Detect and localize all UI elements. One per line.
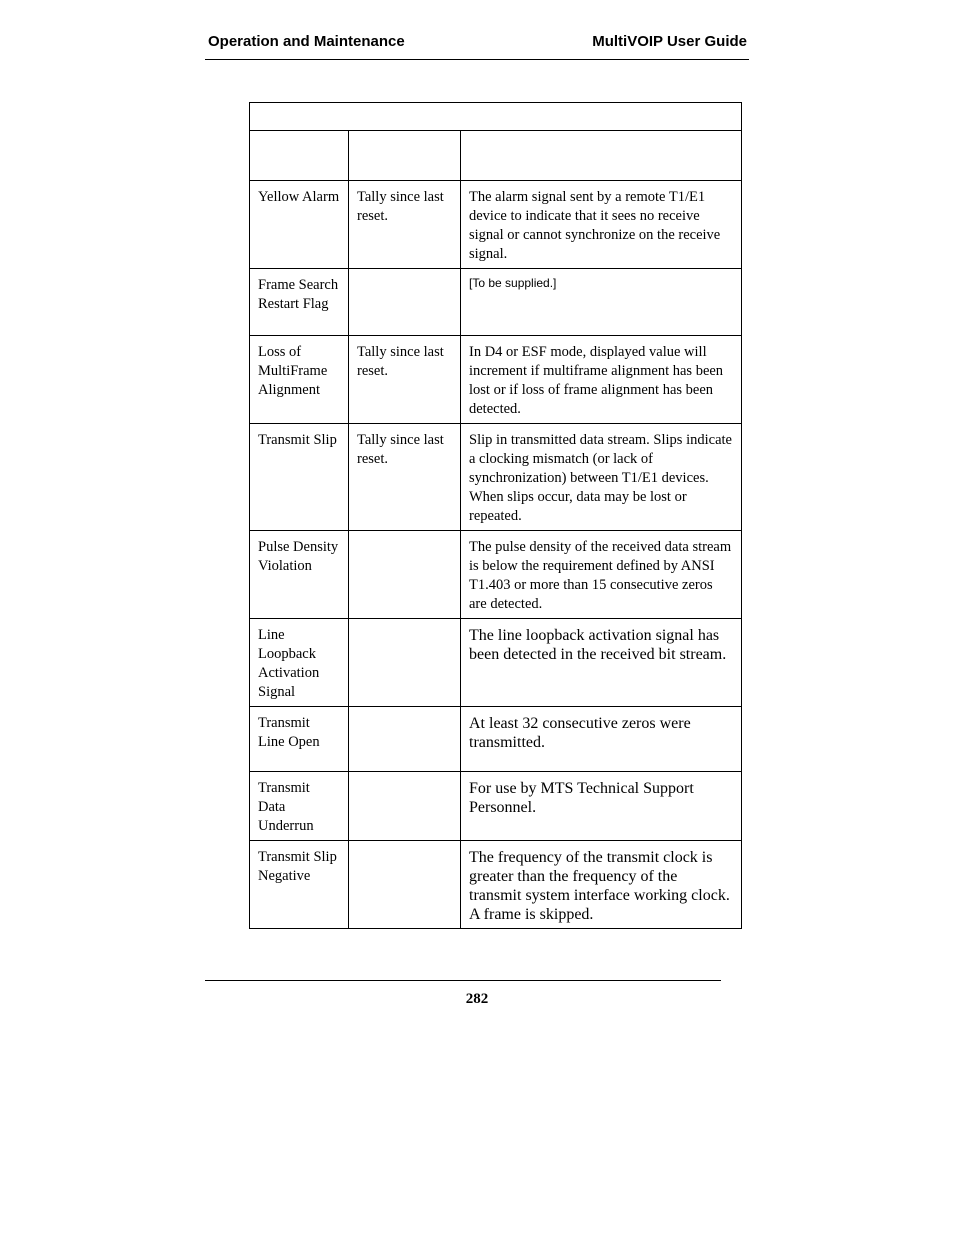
table-row (250, 336, 742, 424)
row-description: The alarm signal sent by a remote T1/E1 device to indicate that it sees no receive signal or cannot synchronize on the receive signal. (461, 181, 742, 269)
row-name: Frame Search Restart Flag (250, 269, 349, 336)
row-name: Yellow Alarm (250, 181, 349, 269)
row-name: Loss of MultiFrame Alignment (250, 336, 349, 424)
column-header-unit (349, 131, 461, 181)
row-unit: Tally since last reset. (349, 181, 461, 269)
table-row (250, 707, 742, 772)
row-unit: Tally since last reset. (349, 424, 461, 531)
row-name: Transmit Line Open (250, 707, 349, 772)
row-description: The frequency of the transmit clock is greater than the frequency of the transmit system interface working clock. A frame is skipped. (461, 841, 742, 929)
header-rule (205, 59, 749, 60)
row-name: Line Loopback Activation Signal (250, 619, 349, 707)
row-unit (349, 269, 461, 336)
row-unit (349, 772, 461, 841)
column-header-description (461, 131, 742, 181)
table-row (250, 269, 742, 336)
row-name: Transmit Data Underrun (250, 772, 349, 841)
table-row (250, 531, 742, 619)
row-description: The line loopback activation signal has been detected in the received bit stream. (461, 619, 742, 707)
running-header-title: MultiVOIP User Guide (592, 33, 747, 50)
row-name: Transmit Slip (250, 424, 349, 531)
row-description: The pulse density of the received data stream is below the requirement defined by ANSI T1.403 or more than 15 consecutive zeros are detected. (461, 531, 742, 619)
table-row (250, 841, 742, 929)
footer-rule (205, 980, 721, 981)
row-description: For use by MTS Technical Support Personnel. (461, 772, 742, 841)
row-unit (349, 619, 461, 707)
table-row (250, 619, 742, 707)
row-name: Transmit Slip Negative (250, 841, 349, 929)
running-header-section: Operation and Maintenance (208, 33, 405, 50)
table-header-row (250, 131, 742, 181)
page-number: 282 (465, 991, 489, 1007)
column-header-name (250, 131, 349, 181)
table-title-cell (250, 103, 742, 131)
row-unit (349, 841, 461, 929)
table-title-row (250, 103, 742, 131)
row-description: In D4 or ESF mode, displayed value will increment if multiframe alignment has been lost or if loss of frame alignment has been detected. (461, 336, 742, 424)
statistics-table (249, 102, 742, 929)
row-description: [To be supplied.] (461, 269, 742, 336)
row-description: Slip in transmitted data stream. Slips indicate a clocking mismatch (or lack of synchronization) between T1/E1 devices. When slips occur, data may be lost or repeated. (461, 424, 742, 531)
row-unit (349, 531, 461, 619)
table-row (250, 424, 742, 531)
table-row (250, 181, 742, 269)
row-unit: Tally since last reset. (349, 336, 461, 424)
row-unit (349, 707, 461, 772)
table-row (250, 772, 742, 841)
row-description: At least 32 consecutive zeros were transmitted. (461, 707, 742, 772)
row-name: Pulse Density Violation (250, 531, 349, 619)
